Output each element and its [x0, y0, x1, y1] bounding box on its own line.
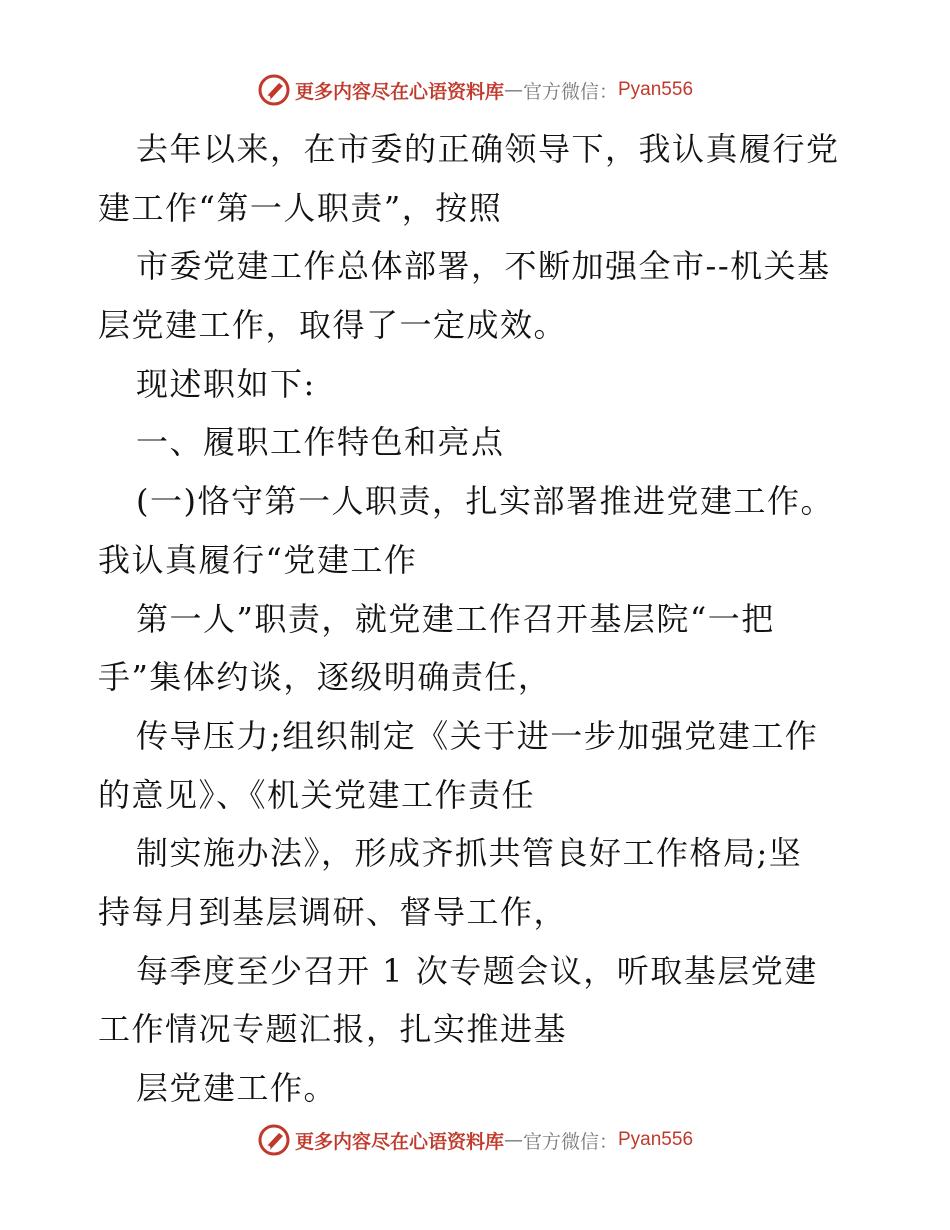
header-watermark — [0, 70, 950, 110]
watermark-account: Pyan556 — [618, 79, 694, 100]
text-line: 现述职如下: — [136, 364, 316, 403]
text-line: 我认真履行“党建工作 — [98, 540, 418, 579]
text-line: 层党建工作。 — [136, 1069, 338, 1107]
text-line: 持每月到基层调研、督导工作， — [98, 892, 568, 931]
watermark-brand: 更多内容尽在心语资料库 — [294, 1130, 504, 1153]
text-line: 手”集体约谈，逐级明确责任， — [98, 658, 552, 697]
text-line: (一)恪守第一人职责，扎实部署推进党建工作。 — [136, 482, 834, 521]
text-line: 建工作“第一人职责”，按照 — [98, 188, 503, 227]
watermark-account: Pyan556 — [618, 1129, 694, 1150]
text-line: 每季度至少召开 1 次专题会议，听取基层党建 — [136, 951, 818, 990]
text-line: 工作情况专题汇报，扎实推进基 — [98, 1010, 568, 1049]
watermark-dash: — — [503, 1129, 523, 1151]
text-line: 去年以来，在市委的正确领导下，我认真履行党 — [136, 130, 840, 168]
text-line: 一、履职工作特色和亮点 — [136, 423, 505, 462]
footer-watermark — [0, 1120, 950, 1160]
text-line: 制实施办法》，形成齐抓共管良好工作格局;坚 — [136, 834, 803, 873]
text-line: 传导压力;组织制定《关于进一步加强党建工作 — [136, 716, 819, 755]
text-line: 第一人”职责，就党建工作召开基层院“一把 — [136, 599, 775, 638]
text-line: 市委党建工作总体部署，不断加强全市--机关基 — [136, 247, 831, 286]
pen-nib-logo-icon — [257, 1123, 291, 1157]
watermark-dash: — — [503, 79, 523, 101]
watermark-channel: 官方微信： — [522, 1130, 618, 1153]
pen-nib-logo-icon — [257, 73, 291, 107]
watermark-channel: 官方微信： — [522, 80, 618, 103]
text-line: 层党建工作，取得了一定成效。 — [98, 306, 568, 345]
watermark-brand: 更多内容尽在心语资料库 — [294, 80, 504, 103]
document-body — [98, 120, 858, 1118]
text-line: 的意见》、《机关党建工作责任 — [98, 775, 536, 814]
